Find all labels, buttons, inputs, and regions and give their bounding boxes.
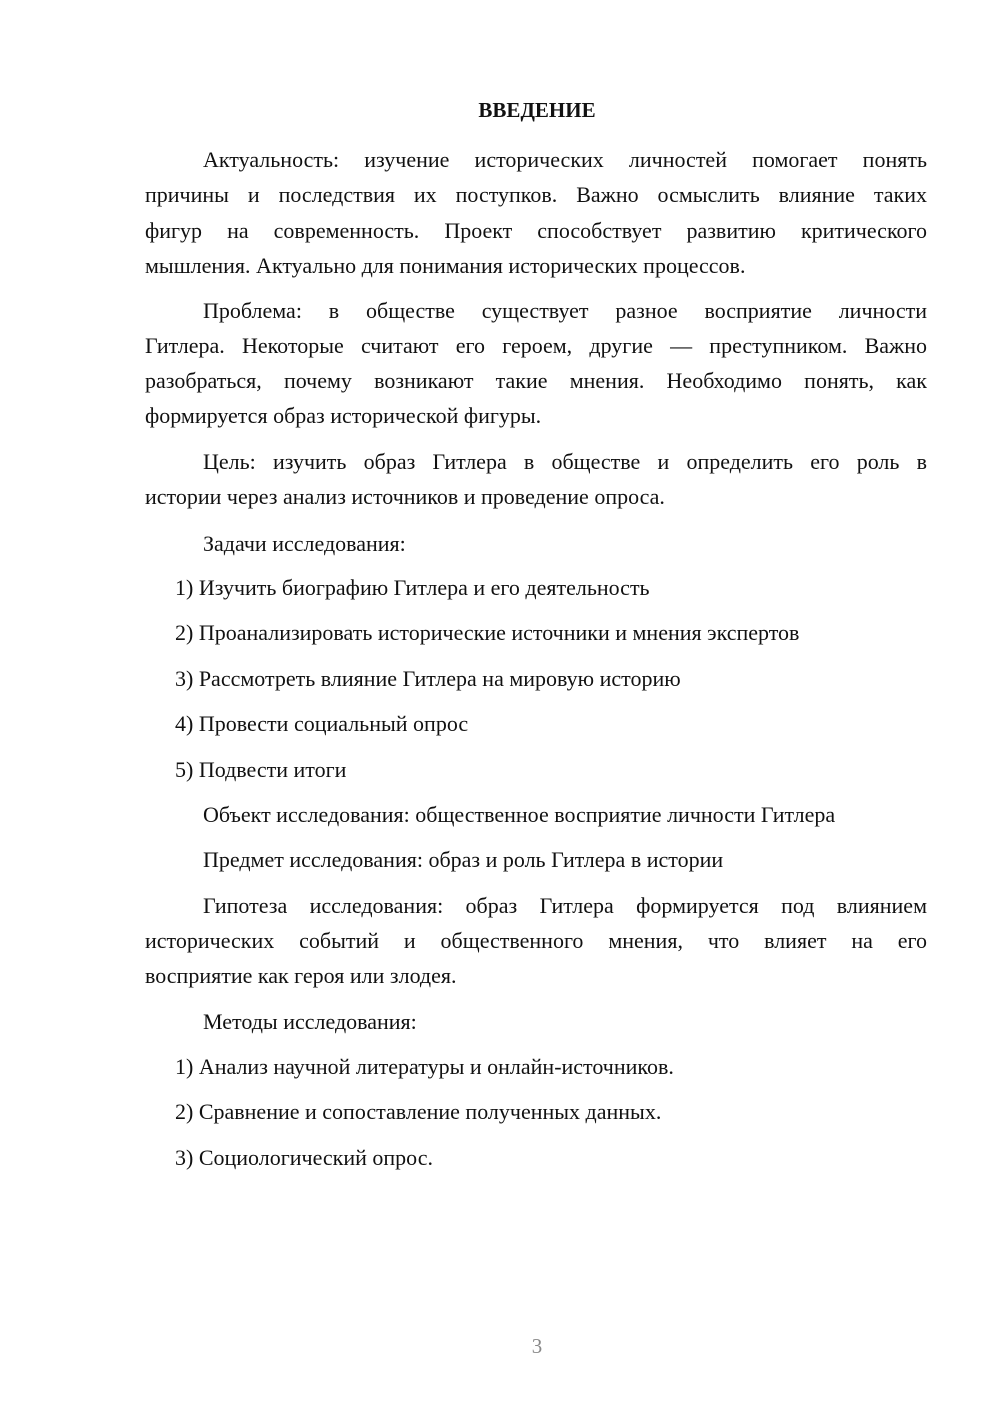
method-item: 3) Социологический опрос. — [175, 1145, 433, 1170]
problem-line: формируется образ исторической фигуры. — [145, 403, 542, 428]
research-subject: Предмет исследования: образ и роль Гитлера в истории — [203, 847, 724, 872]
section-title: ВВЕДЕНИЕ — [478, 98, 596, 122]
relevance-line: причины и последствия их поступков. Важно осмыслить влияние таких — [145, 182, 927, 207]
task-item: 1) Изучить биографию Гитлера и его деятельность — [175, 575, 650, 600]
hypothesis-line: Гипотеза исследования: образ Гитлера формируется под влиянием — [203, 893, 927, 918]
problem-line: разобраться, почему возникают такие мнения. Необходимо понять, как — [145, 368, 927, 393]
hypothesis-line: восприятие как героя или злодея. — [145, 963, 457, 988]
problem-line: Гитлера. Некоторые считают его героем, другие — преступником. Важно — [145, 333, 927, 358]
task-item: 2) Проанализировать исторические источники и мнения экспертов — [175, 620, 800, 645]
methods-heading: Методы исследования: — [203, 1009, 417, 1034]
page-number: 3 — [531, 1334, 543, 1358]
task-item: 3) Рассмотреть влияние Гитлера на мировую историю — [175, 666, 681, 691]
goal-line: Цель: изучить образ Гитлера в обществе и определить его роль в — [203, 449, 927, 474]
method-item: 2) Сравнение и сопоставление полученных данных. — [175, 1099, 662, 1124]
research-object: Объект исследования: общественное восприятие личности Гитлера — [203, 802, 836, 827]
method-item: 1) Анализ научной литературы и онлайн-источников. — [175, 1054, 674, 1079]
hypothesis-line: исторических событий и общественного мнения, что влияет на его — [145, 928, 927, 953]
relevance-line: мышления. Актуально для понимания исторических процессов. — [145, 253, 746, 278]
tasks-heading: Задачи исследования: — [203, 531, 406, 556]
relevance-line: фигур на современность. Проект способствует развитию критического — [145, 218, 927, 243]
problem-line: Проблема: в обществе существует разное восприятие личности — [203, 298, 927, 323]
relevance-line: Актуальность: изучение исторических личностей помогает понять — [203, 147, 927, 172]
task-item: 5) Подвести итоги — [175, 757, 347, 782]
task-item: 4) Провести социальный опрос — [175, 711, 469, 736]
goal-line: истории через анализ источников и проведение опроса. — [145, 484, 665, 509]
